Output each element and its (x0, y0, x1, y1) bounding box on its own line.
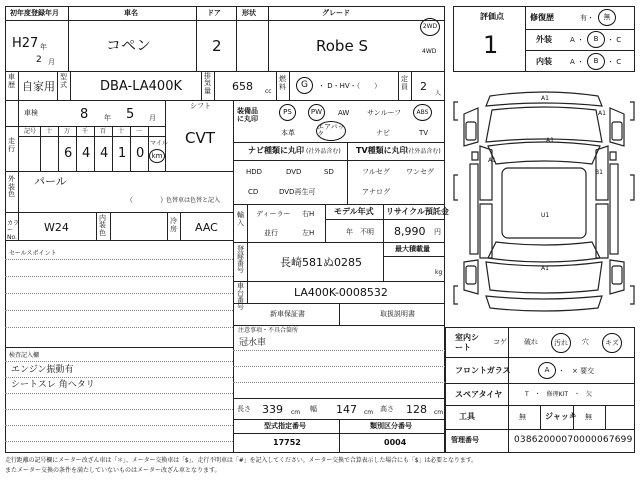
seat-option-koge: コゲ (493, 338, 507, 346)
door-label: ドア (207, 9, 221, 17)
model-year-value: 年 不明 (346, 228, 374, 236)
damage-mark: A1 (541, 95, 549, 102)
notes-line: エンジン振動有 (11, 365, 74, 375)
mileage-digit: 0 (136, 146, 145, 161)
nav-header-note: (社外品含む) (306, 148, 341, 155)
doc-new-warranty: 新車保証書 (270, 310, 305, 318)
notes-line: シートスレ 角ヘタリ (11, 380, 95, 390)
shift-value: CVT (185, 129, 215, 147)
recycle-unit: 円 (434, 228, 441, 236)
exterior-grade-a: A ・ (570, 36, 585, 44)
inspection-month-unit: 月 (149, 114, 156, 122)
fuel-label: 燃料 (279, 75, 286, 91)
ac-value: AAC (195, 221, 218, 234)
max-load-label: 最大積載量 (395, 245, 430, 253)
digit-header-sen: 千 (82, 128, 89, 135)
spare-tire-value: T ・ 修理KIT ・ 欠 (525, 391, 593, 398)
equipment-label: 装備品に丸印 (237, 107, 258, 123)
displacement-unit: cc (265, 88, 272, 95)
digit-header-juu: 十 (118, 128, 125, 135)
width-value: 147 (336, 403, 357, 416)
height-label: 高さ (380, 405, 394, 413)
type-designation-value: 17752 (273, 438, 301, 447)
tools-value: 無 (519, 413, 526, 421)
first-reg-month-unit: 月 (48, 58, 55, 66)
nav-option-sd: SD (324, 168, 334, 176)
mileage-digit: 4 (100, 146, 109, 161)
equip-navi: ナビ (376, 129, 390, 137)
category-label: 類別区分番号 (370, 422, 412, 430)
exterior-color-note: 色替車は色替と記入 (166, 197, 221, 204)
fuel-selected-circled: G (296, 77, 313, 94)
damage-mark: A1 (541, 265, 549, 272)
capacity-value: 2 (420, 80, 427, 93)
jack-label: ジャッキ (545, 412, 577, 421)
remarks-label: 注意事項・不具合箇所 (238, 327, 299, 334)
unit-mile: マイル (150, 140, 168, 147)
mileage-digit: 1 (118, 146, 127, 161)
width-label: 幅 (310, 405, 317, 413)
use-value: 自家用 (22, 80, 55, 93)
car-damage-diagram (452, 90, 636, 320)
interior-grade-c: ・ C (607, 58, 622, 66)
car-name: コペン (106, 36, 152, 54)
model-label: 型式 (60, 73, 67, 89)
mileage-digit: 4 (82, 146, 91, 161)
import-parallel: 並行 (264, 229, 278, 237)
digit-header-ichi: 一 (136, 128, 143, 135)
footer-note: またメーター交換の条件を満たしていないものはメーター改ざん車となります。 (5, 467, 221, 474)
tv-header-note: (社外品含む) (406, 148, 441, 155)
equip-sunroof: サンルーフ (367, 109, 402, 117)
damage-mark: B1 (595, 169, 603, 176)
max-load-unit: kg (435, 269, 443, 276)
use-label: 車歴 (8, 73, 15, 89)
seat-option-yabure: 破れ (524, 338, 538, 346)
model-value: DBA-LA400K (100, 79, 182, 94)
inspection-year: 8 (80, 107, 89, 122)
sales-point-label: セールスポイント (9, 250, 57, 257)
damage-mark: U1 (541, 212, 550, 219)
exterior-color-value: パール (34, 175, 67, 188)
shift-label: シフト (190, 102, 211, 110)
tv-option-analog: アナログ (362, 188, 390, 196)
exterior-color-paren-close: ） (160, 196, 167, 204)
first-reg-label: 初年度登録年月 (10, 9, 59, 17)
reg-label: 登録番号 (237, 245, 244, 274)
length-value: 339 (262, 403, 283, 416)
exterior-label: 外装 (536, 35, 552, 44)
front-glass-selected-circled: A (538, 362, 556, 379)
repair-options: 有・ (580, 14, 594, 22)
chassis-label: 車台番号 (237, 282, 244, 311)
nav-option-cd: CD (248, 188, 259, 196)
mileage-label: 走行 (8, 137, 15, 153)
seat-option-yogore-circled: 汚れ (551, 333, 571, 353)
ac-label: 冷房 (170, 217, 177, 233)
interior-label: 内装 (536, 57, 552, 66)
type-designation-label: 型式指定番号 (264, 422, 306, 430)
interior-color-label: 内装色 (99, 214, 106, 237)
tv-header: TV種類に丸印 (356, 146, 408, 155)
digit-header-hyaku: 百 (100, 128, 107, 135)
interior-selected-circled: B (587, 53, 605, 70)
interior-seat-label: 室内シート (455, 333, 479, 353)
equip-pw-circled: PW (308, 104, 325, 121)
seat-option-kizu-circled: キズ (602, 333, 622, 353)
repair-label: 修復歴 (530, 13, 554, 22)
capacity-unit: 人 (435, 90, 442, 97)
score-value: 1 (483, 31, 499, 59)
equip-tv: TV (419, 129, 429, 137)
damage-mark: A1 (546, 137, 554, 144)
seat-option-ana: 穴 (582, 338, 589, 346)
nav-option-dvd-play: DVD再生可 (279, 188, 316, 196)
jack-value: 無 (585, 413, 592, 421)
equip-aw: AW (338, 109, 350, 117)
exterior-color-label: 外装色 (8, 175, 15, 199)
drive-4wd: 4WD (422, 48, 437, 55)
import-label: 輸入 (237, 211, 244, 227)
inspection-label: 車検 (24, 109, 38, 117)
tv-option-fullseg: フルセグ (362, 168, 390, 176)
inspection-month: 5 (126, 107, 135, 122)
digit-header-mark: 記号 (24, 128, 37, 135)
displacement-value: 658 (232, 80, 253, 93)
exterior-selected-circled: B (587, 31, 605, 48)
grade-value: Robe S (316, 37, 368, 55)
capacity-label: 定員 (401, 75, 408, 91)
management-value: 03862000070000067699 (514, 435, 633, 445)
digit-header-10man: 十 (46, 128, 53, 135)
repair-selected-circled: 無 (598, 9, 616, 26)
damage-mark: A1 (598, 110, 606, 117)
first-reg-era: H27 (12, 36, 39, 51)
drive-2wd-circled: 2WD (420, 18, 440, 36)
recycle-value: 8,990 (394, 225, 426, 238)
equip-ps-circled: PS (279, 104, 296, 121)
height-unit: cm (434, 409, 444, 416)
equip-abs-circled: ABS (413, 104, 432, 121)
unit-km-circled: km (149, 149, 165, 163)
spare-tire-label: スペアタイヤ (455, 390, 503, 399)
handle-left: 左H (302, 229, 315, 237)
notes-label: 検査記入欄 (9, 352, 40, 359)
height-value: 128 (406, 403, 427, 416)
shape-label: 形状 (242, 9, 256, 17)
length-label: 長さ (237, 405, 251, 413)
displacement-label: 排気量 (204, 72, 211, 95)
name-label: 車名 (124, 9, 138, 17)
front-glass-label: フロントガラス (455, 366, 511, 375)
equip-airbag-circled: エアバック (316, 121, 346, 141)
width-unit: cm (364, 409, 374, 416)
nav-header: ナビ種類に丸印 (248, 146, 304, 155)
door-count: 2 (212, 37, 222, 55)
damage-mark: A1 (488, 157, 496, 164)
remarks-value: 冠水車 (239, 338, 267, 348)
inspection-year-unit: 年 (104, 114, 111, 122)
tools-label: 工具 (459, 412, 475, 421)
nav-option-dvd: DVD (286, 168, 302, 176)
mileage-digit: 6 (64, 146, 73, 161)
model-year-label: モデル年式 (334, 207, 374, 216)
doc-manual: 取扱説明書 (380, 310, 415, 318)
exterior-grade-c: ・ C (607, 36, 622, 44)
import-dealer: ディーラー (256, 210, 291, 218)
reg-no: 長崎581ぬ0285 (280, 256, 362, 269)
handle-right: 右H (302, 210, 315, 218)
length-unit: cm (291, 409, 301, 416)
recycle-label: リサイクル預託金 (386, 207, 449, 216)
category-value: 0004 (384, 438, 407, 447)
score-label: 評価点 (480, 12, 504, 21)
nav-option-hdd: HDD (246, 168, 263, 176)
digit-header-man: 万 (64, 128, 71, 135)
footer-note: 走行距離の記号欄にメーター改ざん車は「＊」、メーター交換車は「$」、走行不明車は「#」を記入してください。メーター交換で合算表示した場合にも「$」は必要となります。 (5, 457, 477, 464)
tv-option-oneseg: ワンセグ (406, 168, 434, 176)
management-label: 管理番号 (451, 436, 479, 444)
front-glass-rest: ・ × 要交 (558, 367, 595, 375)
chassis-no: LA400K-0008532 (294, 286, 388, 299)
fuel-options: ・ D・HV・（ ） (318, 82, 382, 90)
interior-grade-a: A ・ (570, 58, 585, 66)
exterior-color-paren: （ (126, 196, 133, 204)
color-no-value: W24 (44, 221, 69, 234)
first-reg-month: 2 (36, 55, 42, 65)
color-no-label: カラーNo. (7, 220, 20, 241)
equip-leather: 本革 (281, 129, 295, 137)
grade-label: グレード (322, 9, 350, 17)
first-reg-year-unit: 年 (40, 43, 47, 51)
